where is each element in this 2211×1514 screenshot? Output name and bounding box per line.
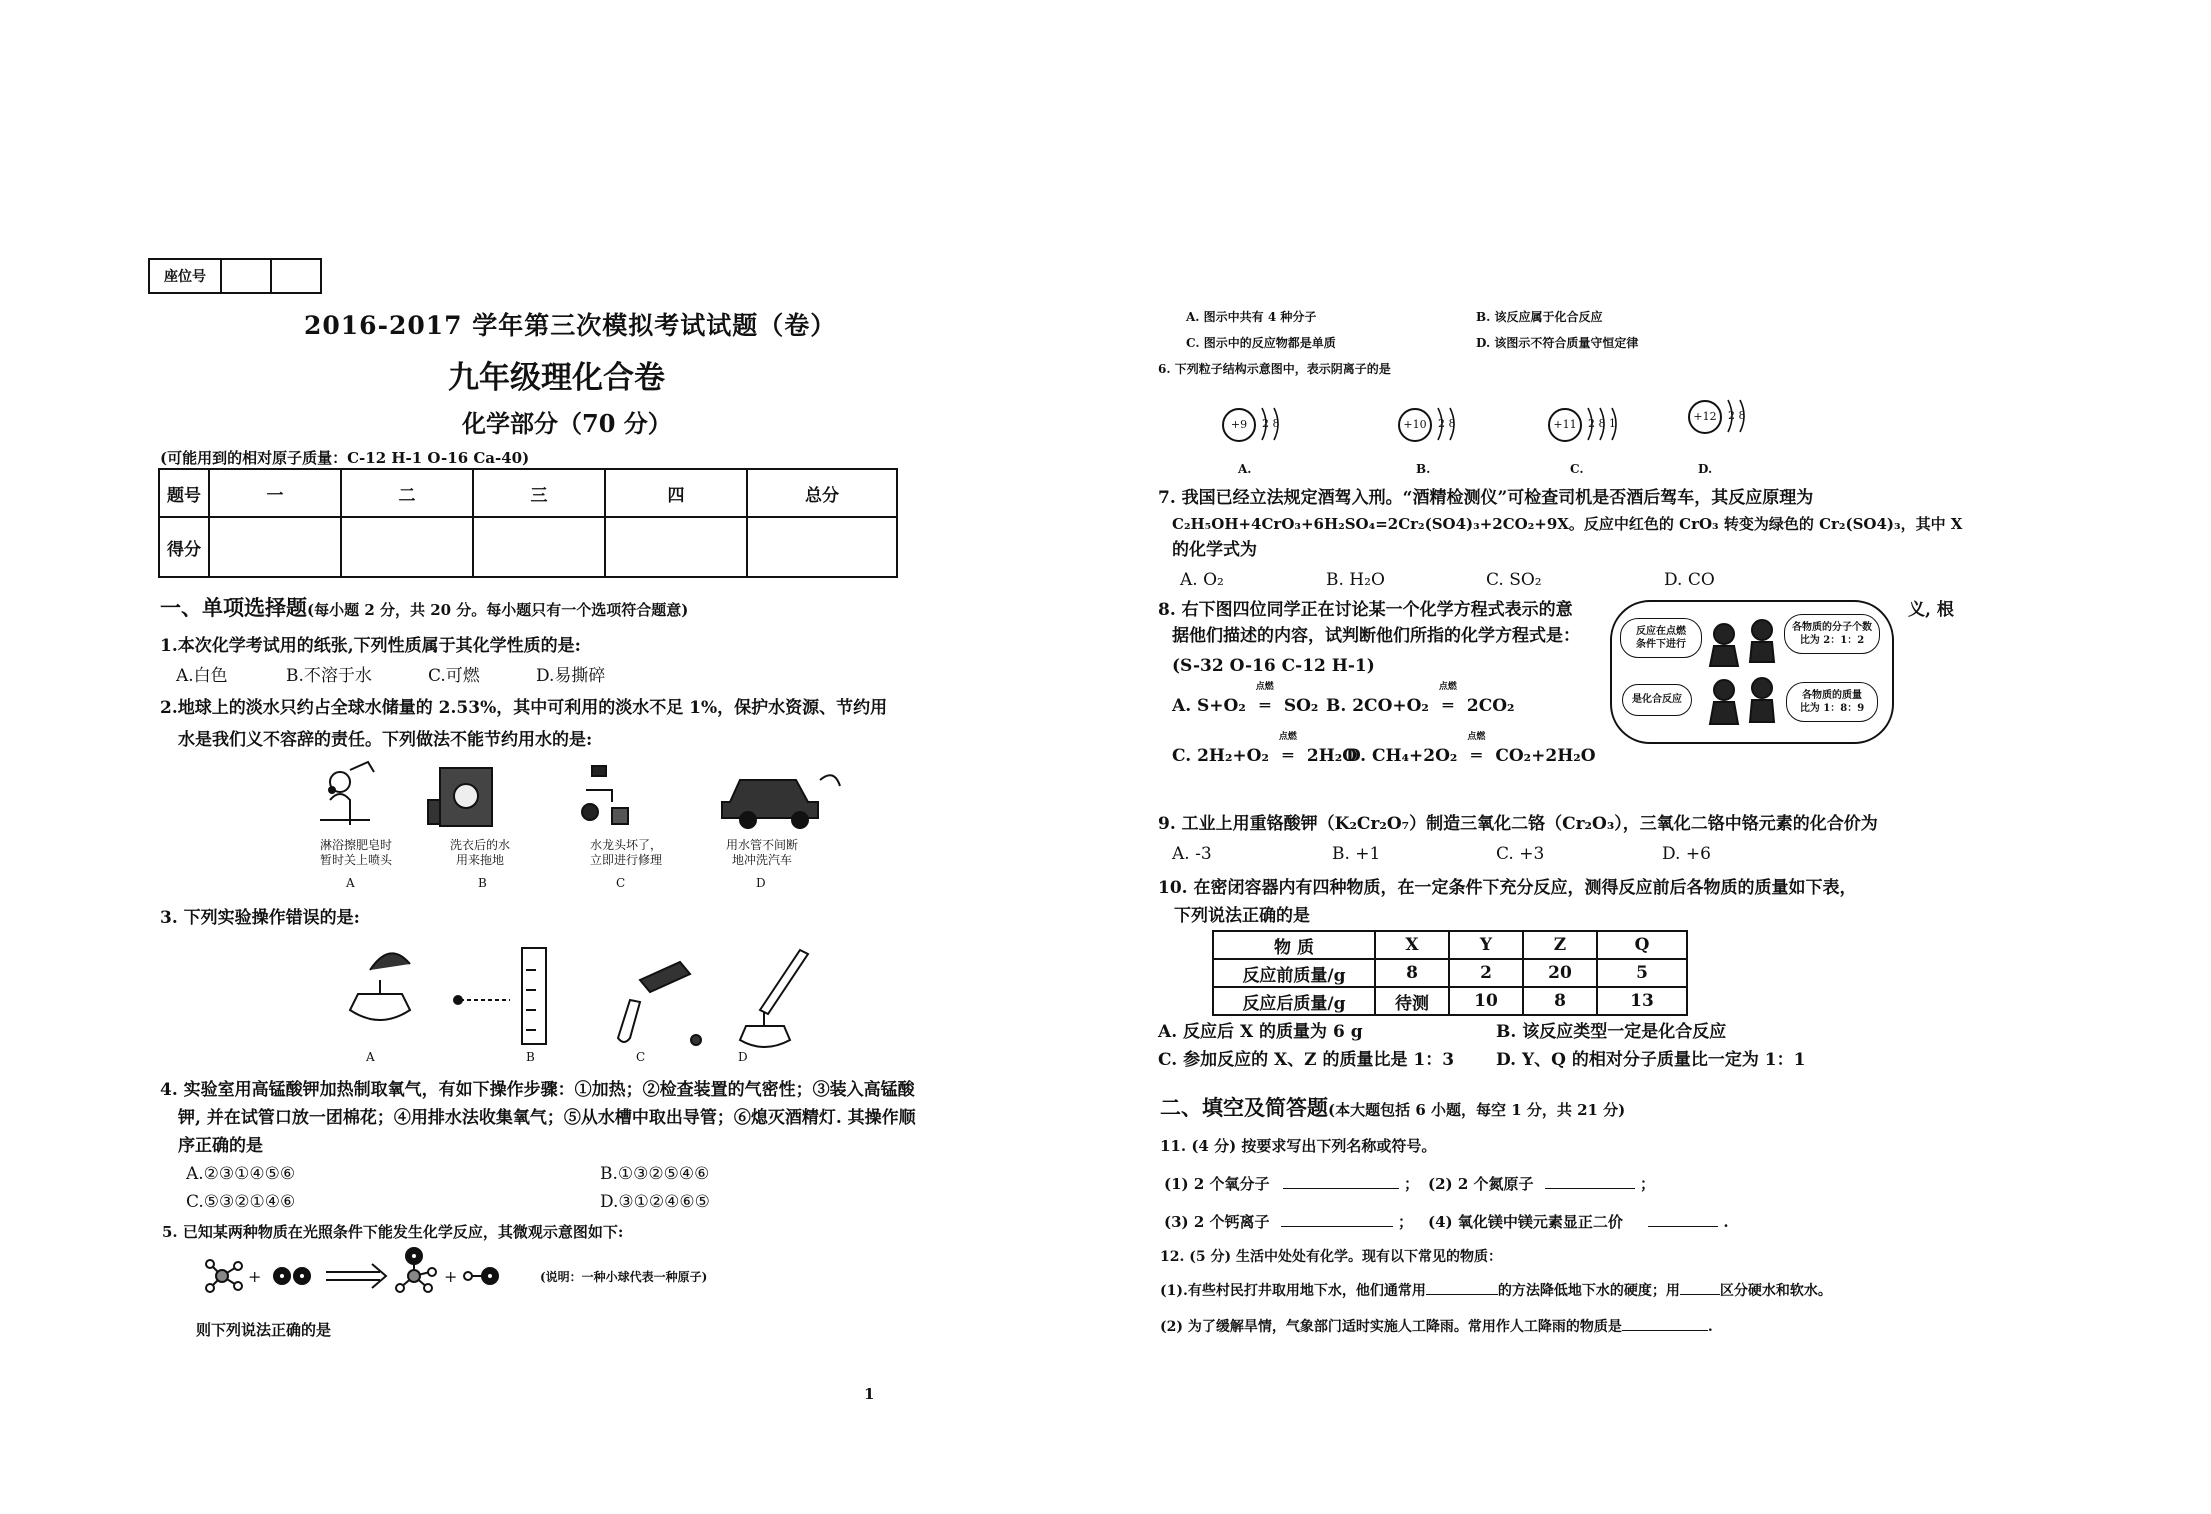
part1-note: (每小题 2 分，共 20 分。每小题只有一个选项符合题意) xyxy=(307,601,689,619)
score-header-part4: 四 xyxy=(605,469,747,517)
q9-option-a: A. -3 xyxy=(1172,844,1212,864)
q3-stem: 3. 下列实验操作错误的是: xyxy=(160,908,360,928)
score-header-part2: 二 xyxy=(341,469,473,517)
q10-option-b: B. 该反应类型一定是化合反应 xyxy=(1496,1022,1727,1042)
q7-option-a: A. O₂ xyxy=(1180,570,1224,590)
score-cell xyxy=(341,517,473,577)
q2-stem-line2: 水是我们义不容辞的责任。下列做法不能节约用水的是: xyxy=(178,730,593,750)
q3-letter-b: B xyxy=(526,1050,535,1064)
nucleus-a: +9 xyxy=(1222,408,1256,442)
part2-title: 二、填空及简答题 xyxy=(1160,1095,1328,1120)
test-tube-heating xyxy=(740,950,808,1047)
table-cell: 20 xyxy=(1523,959,1597,987)
test-tube-pouring xyxy=(618,962,701,1045)
atom-diagram-a xyxy=(1220,404,1310,444)
nucleus-b: +10 xyxy=(1398,408,1432,442)
q4-option-b: B.①③②⑤④⑥ xyxy=(600,1164,710,1184)
q12-line2: (2) 为了缓解旱情，气象部门适时实施人工降雨。常用作人工降雨的物质是 . xyxy=(1160,1319,1713,1335)
q2-caption-b: 洗衣后的水 用来拖地 xyxy=(450,838,511,867)
q2-caption-d: 用水管不间断 地冲洗汽车 xyxy=(726,838,799,867)
score-row-label: 得分 xyxy=(159,517,209,577)
q2-caption-c: 水龙头坏了， 立即进行修理 xyxy=(590,838,663,867)
table-cell: 反应前质量/g xyxy=(1213,959,1375,987)
q8-option-d-right: CO₂+2H₂O xyxy=(1495,746,1596,766)
q6-atom-diagrams xyxy=(1220,396,1780,456)
table-cell: 反应后质量/g xyxy=(1213,987,1375,1015)
q8-option-a-left: A. S+O₂ xyxy=(1172,696,1246,716)
table-header-y: Y xyxy=(1449,931,1523,959)
q11-item-1-label: (1) 2 个氧分子 xyxy=(1164,1175,1270,1193)
q7-options xyxy=(1180,568,1780,594)
atomic-masses: (可能用到的相对原子质量：C-12 H-1 O-16 Ca-40) xyxy=(160,449,530,467)
q4-stem-line1: 4. 实验室用高锰酸钾加热制取氧气，有如下操作步骤：①加热；②检查装置的气密性；③装入高锰酸 xyxy=(160,1080,915,1100)
q3-letter-a: A xyxy=(366,1050,375,1064)
table-row xyxy=(1213,959,1687,987)
table-header-x: X xyxy=(1375,931,1449,959)
q3-figures xyxy=(340,940,810,1050)
q8-option-b-left: B. 2CO+O₂ xyxy=(1326,696,1429,716)
q5-after: 则下列说法正确的是 xyxy=(196,1321,332,1339)
q2-letter-b: B xyxy=(478,876,487,890)
q9-option-b: B. +1 xyxy=(1332,844,1381,864)
nucleus-d: +12 xyxy=(1688,400,1722,434)
q12-answer-2[interactable] xyxy=(1680,1294,1720,1295)
q4-option-c: C.⑤③②①④⑥ xyxy=(186,1192,296,1212)
q6-letters xyxy=(1220,462,1780,478)
q6-stem: 6. 下列粒子结构示意图中，表示阴离子的是 xyxy=(1158,362,1391,376)
q1-stem: 1.本次化学考试用的纸张,下列性质属于其化学性质的是: xyxy=(160,636,581,656)
reaction-condition: 点燃 xyxy=(1438,682,1457,692)
q12-answer-1[interactable] xyxy=(1426,1294,1498,1295)
shell-electrons-a: 2 8 xyxy=(1262,417,1280,430)
score-table xyxy=(158,468,898,578)
score-header-part1: 一 xyxy=(209,469,341,517)
q1-option-b: B.不溶于水 xyxy=(286,666,372,686)
bubble-mass-ratio: 各物质的质量 比为 1：8：9 xyxy=(1786,682,1878,722)
q1-option-c: C.可燃 xyxy=(428,666,480,686)
q11-answer-2[interactable] xyxy=(1545,1188,1635,1189)
exam-title: 2016-2017 学年第三次模拟考试试题（卷） xyxy=(304,311,837,340)
seat-cell-2 xyxy=(271,259,321,293)
q2-letter-c: C xyxy=(616,876,626,890)
q5-note: (说明：一种小球代表一种原子) xyxy=(540,1270,708,1284)
q6-letter-b: B. xyxy=(1416,462,1431,476)
q10-stem-line1: 10. 在密闭容器内有四种物质，在一定条件下充分反应，测得反应前后各物质的质量如下表， xyxy=(1158,878,1857,898)
q4-option-a: A.②③①④⑤⑥ xyxy=(186,1164,296,1184)
q7-stem-line3: 的化学式为 xyxy=(1172,540,1257,560)
table-row xyxy=(1213,987,1687,1015)
table-cell: 10 xyxy=(1449,987,1523,1015)
q8-option-b-right: 2CO₂ xyxy=(1466,696,1515,716)
graduated-cylinder-reading xyxy=(454,948,546,1044)
score-cell xyxy=(209,517,341,577)
q7-option-c: C. SO₂ xyxy=(1486,570,1542,590)
alcohol-lamp-lighting xyxy=(350,953,410,1020)
q10-option-c: C. 参加反应的 X、Z 的质量比是 1：3 xyxy=(1158,1050,1455,1070)
q12-line2-text: (2) 为了缓解旱情，气象部门适时实施人工降雨。常用作人工降雨的物质是 xyxy=(1160,1319,1622,1335)
q5-stem: 5. 已知某两种物质在光照条件下能发生化学反应，其微观示意图如下: xyxy=(162,1223,624,1241)
q12-answer-3[interactable] xyxy=(1622,1330,1708,1331)
q8-option-d-left: D. CH₄+2O₂ xyxy=(1346,746,1458,766)
q8-option-c xyxy=(1172,732,1358,768)
q4-stem-line2: 钾, 并在试管口放一团棉花；④用排水法收集氧气；⑤从水槽中取出导管；⑥熄灭酒精灯. 其操作顺 xyxy=(178,1108,916,1128)
q5-option-b: B. 该反应属于化合反应 xyxy=(1476,310,1603,324)
q10-stem-line2: 下列说法正确的是 xyxy=(1174,906,1310,926)
q2-letter-a: A xyxy=(346,876,355,890)
q12-line1-c: 区分硬水和软水。 xyxy=(1719,1283,1832,1299)
table-cell: 13 xyxy=(1597,987,1687,1015)
q11-item-3: (3) 2 个钙离子 ； xyxy=(1164,1213,1413,1231)
bubble-molecule-ratio: 各物质的分子个数 比为 2：1：2 xyxy=(1784,614,1880,654)
table-cell: 8 xyxy=(1523,987,1597,1015)
table-cell: 2 xyxy=(1449,959,1523,987)
q8-stem-line1: 8. 右下图四位同学正在讨论某一个化学方程式表示的意 xyxy=(1158,600,1573,620)
students-illustration xyxy=(1704,616,1784,736)
q8-option-a xyxy=(1172,682,1319,718)
score-cell xyxy=(747,517,897,577)
q5-option-d: D. 该图示不符合质量守恒定律 xyxy=(1476,336,1639,350)
q11-answer-4[interactable] xyxy=(1648,1226,1718,1227)
q3-letters xyxy=(340,1050,810,1066)
q8-stem-tail: 义, 根 xyxy=(1908,600,1954,620)
q3-illustrations xyxy=(340,940,810,1050)
q11-item-4: (4) 氧化镁中镁元素显正二价 . xyxy=(1428,1213,1729,1231)
q8-option-a-right: SO₂ xyxy=(1283,696,1319,716)
q11-item-2-label: (2) 2 个氮原子 xyxy=(1428,1175,1534,1193)
bubble-reaction-type: 是化合反应 xyxy=(1622,684,1692,716)
shell-electrons-b: 2 8 xyxy=(1438,417,1456,430)
q6-letter-a: A. xyxy=(1238,462,1252,476)
shell-electrons-d: 2 8 xyxy=(1728,409,1746,422)
part1-heading xyxy=(160,592,688,622)
nucleus-c: +11 xyxy=(1548,408,1582,442)
table-cell: 待测 xyxy=(1375,987,1449,1015)
q11-item-3-label: (3) 2 个钙离子 xyxy=(1164,1213,1270,1231)
part1-title: 一、单项选择题 xyxy=(160,595,307,620)
q7-option-d: D. CO xyxy=(1664,570,1715,590)
score-header-total: 总分 xyxy=(747,469,897,517)
reaction-arrow: 点燃 ═ xyxy=(1246,694,1284,718)
q6-letter-c: C. xyxy=(1570,462,1584,476)
q8-discussion-figure xyxy=(1610,600,1894,744)
q8-masses: (S-32 O-16 C-12 H-1) xyxy=(1172,656,1375,676)
q9-option-c: C. +3 xyxy=(1496,844,1545,864)
q7-stem-line2: C₂H₅OH+4CrO₃+6H₂SO₄=2Cr₂(SO4)₃+2CO₂+9X。反应中红色的 CrO₃ 转变为绿色的 Cr₂(SO4)₃，其中 X xyxy=(1172,515,1963,533)
svg-text:+: + xyxy=(444,1267,458,1286)
table-header-z: Z xyxy=(1523,931,1597,959)
q3-letter-c: C xyxy=(636,1050,646,1064)
seat-cell-1 xyxy=(221,259,271,293)
q11-item-1: (1) 2 个氧分子 ； xyxy=(1164,1175,1419,1193)
page-number: 1 xyxy=(864,1385,875,1403)
q5-option-a: A. 图示中共有 4 种分子 xyxy=(1186,310,1317,324)
q11-item-4-label: (4) 氧化镁中镁元素显正二价 xyxy=(1428,1213,1623,1231)
q12-line1-a: (1).有些村民打井取用地下水，他们通常用 xyxy=(1160,1283,1426,1299)
q9-stem: 9. 工业上用重铬酸钾（K₂Cr₂O₇）制造三氧化二铬（Cr₂O₃），三氧化二铬中铬元素的化合价为 xyxy=(1158,814,1878,834)
q12-line1 xyxy=(1160,1284,1832,1299)
q12-stem: 12. (5 分) 生活中处处有化学。现有以下常见的物质： xyxy=(1160,1249,1502,1265)
q8-option-c-right: 2H₂O xyxy=(1306,746,1358,766)
q9-options xyxy=(1172,842,1772,868)
svg-text:+: + xyxy=(248,1267,262,1286)
reaction-condition: 点燃 xyxy=(1467,732,1486,742)
q11-answer-1[interactable] xyxy=(1283,1188,1399,1189)
atom-diagram-d xyxy=(1686,396,1776,436)
q3-letter-d: D xyxy=(738,1050,748,1064)
q2-caption-a: 淋浴擦肥皂时 暂时关上喷头 xyxy=(320,838,393,867)
score-header-label: 题号 xyxy=(159,469,209,517)
score-header-part3: 三 xyxy=(473,469,605,517)
q5-reaction-diagram xyxy=(200,1244,520,1304)
reaction-condition: 点燃 xyxy=(1255,682,1274,692)
score-cell xyxy=(605,517,747,577)
table-cell: 8 xyxy=(1375,959,1449,987)
shell-electrons-c: 2 8 1 xyxy=(1588,417,1616,430)
table-cell: 5 xyxy=(1597,959,1687,987)
q2-stem-line1: 2.地球上的淡水只约占全球水储量的 2.53%，其中可利用的淡水不足 1%，保护水资源、节约用 xyxy=(160,698,888,718)
faucet-repair-illustration xyxy=(582,766,628,824)
reaction-arrow: 点燃 ═ xyxy=(1429,694,1467,718)
q8-option-d xyxy=(1346,732,1596,768)
score-cell xyxy=(473,517,605,577)
q8-stem-line2: 据他们描述的内容，试判断他们所指的化学方程式是： xyxy=(1172,626,1580,646)
q2-letter-d: D xyxy=(756,876,766,890)
q11-item-2: (2) 2 个氮原子 ； xyxy=(1428,1175,1655,1193)
q1-options xyxy=(176,664,776,690)
q4-option-d: D.③①②④⑥⑤ xyxy=(600,1192,710,1212)
q2-captions xyxy=(290,838,850,878)
atom-diagram-b xyxy=(1396,404,1486,444)
q1-option-d: D.易撕碎 xyxy=(536,666,606,686)
car-wash-illustration xyxy=(722,775,840,828)
washing-machine-illustration xyxy=(428,768,492,826)
atom-diagram-c xyxy=(1546,404,1646,444)
q7-option-b: B. H₂O xyxy=(1326,570,1385,590)
q11-stem: 11. (4 分) 按要求写出下列名称或符号。 xyxy=(1160,1137,1437,1155)
table-header-substance: 物 质 xyxy=(1213,931,1375,959)
reaction-arrow: 点燃 ═ xyxy=(1269,744,1307,768)
q5-molecule-diagram xyxy=(200,1244,520,1304)
q6-letter-d: D. xyxy=(1698,462,1713,476)
section-title: 化学部分（70 分） xyxy=(462,409,672,438)
paper-title: 九年级理化合卷 xyxy=(448,360,665,396)
q10-mass-table xyxy=(1212,930,1688,1016)
part2-heading xyxy=(1160,1092,1625,1122)
q4-stem-line3: 序正确的是 xyxy=(178,1136,263,1156)
q1-option-a: A.白色 xyxy=(176,666,228,686)
shower-illustration xyxy=(320,762,374,825)
reaction-arrow: 点燃 ═ xyxy=(1457,744,1495,768)
seat-label: 座位号 xyxy=(149,259,221,293)
q5-option-c: C. 图示中的反应物都是单质 xyxy=(1186,336,1336,350)
table-header-q: Q xyxy=(1597,931,1687,959)
q11-answer-3[interactable] xyxy=(1281,1226,1393,1227)
seat-number-box xyxy=(148,258,322,294)
q10-option-a: A. 反应后 X 的质量为 6 g xyxy=(1158,1022,1363,1042)
q12-line1-b: 的方法降低地下水的硬度；用 xyxy=(1497,1283,1680,1299)
q7-stem-line1: 7. 我国已经立法规定酒驾入刑。“酒精检测仪”可检查司机是否酒后驾车，其反应原理为 xyxy=(1158,488,1814,508)
q2-letters xyxy=(290,876,850,892)
q8-option-b xyxy=(1326,682,1515,718)
bubble-condition: 反应在点燃 条件下进行 xyxy=(1620,618,1702,658)
q9-option-d: D. +6 xyxy=(1662,844,1711,864)
reaction-condition: 点燃 xyxy=(1278,732,1297,742)
part2-note: (本大题包括 6 小题，每空 1 分，共 21 分) xyxy=(1328,1101,1626,1119)
q8-option-c-left: C. 2H₂+O₂ xyxy=(1172,746,1269,766)
q10-option-d: D. Y、Q 的相对分子质量比一定为 1：1 xyxy=(1496,1050,1806,1070)
